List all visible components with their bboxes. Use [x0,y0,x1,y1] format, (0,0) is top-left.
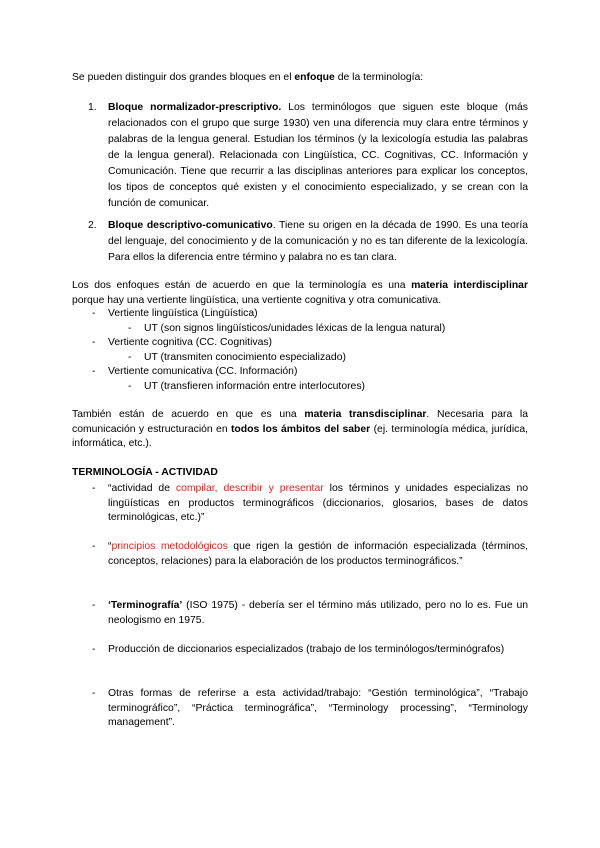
block-1-number: 1. [88,102,97,113]
bullet-1-highlight: compilar, describir y presentar [175,483,324,494]
bullet-2-text: “ [108,541,112,552]
bullet-2-highlight: principios metodológicos [111,541,228,552]
agreement2-text: También están de acuerdo en que es una [72,409,305,420]
intro-text-end: de la terminología: [334,72,424,83]
block-1-title: Bloque normalizador-prescriptivo. [108,102,282,113]
vertiente-2-sub-dash: - [128,352,132,363]
bullet-2 [108,540,528,569]
agreement2-text-middle: . Necesaria para la comunicación y estructuración en [72,409,528,435]
bullet-4: Producción de diccionarios especializados (trabajo de los terminólogos/terminógrafos) [108,644,505,655]
vertiente-3-label: Vertiente comunicativa (CC. Información) [108,366,298,377]
bullet-3-bold-term: ‘Terminografía’ [108,600,183,611]
intro-text: Se pueden distinguir dos grandes bloques en el [72,72,295,83]
bullet-1-dash: - [92,483,96,494]
vertiente-2-label: Vertiente cognitiva (CC. Cognitivas) [108,337,273,348]
bullet-4-dash: - [92,644,96,655]
bullet-1 [108,482,528,526]
agreement-transdisciplinar-paragraph [72,408,528,452]
agreement2-bold-term-1: materia transdisciplinar [304,409,427,420]
bullet-2-text-end: que rigen la gestión de información especializada (términos, conceptos, relaciones) para la elaboración de los productos terminográficos.” [108,541,528,567]
bullet-3-dash: - [92,600,96,611]
bullet-5-dash: - [92,688,96,699]
agreement1-bold-term: materia interdisciplinar [411,280,528,291]
block-2-title: Bloque descriptivo-comunicativo [108,220,273,231]
intro-paragraph [72,71,528,86]
agreement1-text: Los dos enfoques están de acuerdo en que la terminología es una [72,280,412,291]
vertiente-1-sub: UT (son signos lingüísticos/unidades léxicas de la lengua natural) [144,323,446,334]
vertiente-3-dash: - [92,366,96,377]
block-2-number: 2. [88,220,97,231]
agreement2-text-end: (ej. terminología médica, jurídica, informática, etc.). [72,423,529,450]
intro-bold-term: enfoque [294,72,335,83]
block-2-paragraph [108,218,528,266]
bullet-2-dash: - [92,541,96,552]
bullet-3 [108,599,528,628]
vertiente-1-label: Vertiente lingüística (Lingüística) [108,308,258,319]
block-1-text: Los terminólogos que siguen este bloque (más relacionados con el grupo que surge 1930) ven una diferencia muy clara entre términos y palabras de la lengua general. Estudian los términos (y la lexicología estudia las palabras de la lengua general). Relacionada con Lingüística, CC. Cognitivas, CC. Información y Comunicación. Tiene que recurrir a las disciplinas anteriores para explicar los conceptos, los tipos de conceptos qué existen y el conocimiento especializado, y se crean con la función de comunicar. [108,102,528,209]
vertiente-1-sub-dash: - [128,323,132,334]
block-1-paragraph [108,100,528,212]
vertiente-2-dash: - [92,337,96,348]
vertiente-3-sub-dash: - [128,381,132,392]
agreement2-bold-term-2: todos los ámbitos del saber [230,423,371,435]
vertiente-3-sub: UT (transfieren información entre interlocutores) [144,381,365,392]
bullet-1-text-end: los términos y unidades especializas no lingüísticas en productos terminográficos (diccionarios, glosarios, bases de datos terminológicas, etc.)” [108,483,528,524]
bullet-5: Otras formas de referirse a esta actividad/trabajo: “Gestión terminológica”, “Trabajo terminográfico”, “Práctica terminográfica”, “Terminology processing”, “Terminology management”. [108,688,528,729]
bullet-1-text: “actividad de [108,483,176,494]
vertiente-1-dash: - [92,308,96,319]
block-2-text: . Tiene su origen en la década de 1990. Es una teoría del lenguaje, del conocimiento y de la comunicación y no es tan diferente de la lexicología. Para ellos la diferencia entre término y palabra no es tan clara. [108,220,528,263]
vertiente-2-sub: UT (transmiten conocimiento especializado) [144,352,346,363]
bullet-3-text: (ISO 1975) - debería ser el término más utilizado, pero no lo es. Fue un neologismo en 1975. [108,600,528,626]
agreement-interdisciplinar-paragraph [72,279,528,308]
agreement1-text-end: porque hay una vertiente lingüística, una vertiente cognitiva y otra comunicativa. [72,294,442,306]
section-heading: TERMINOLOGÍA - ACTIVIDAD [72,467,218,478]
